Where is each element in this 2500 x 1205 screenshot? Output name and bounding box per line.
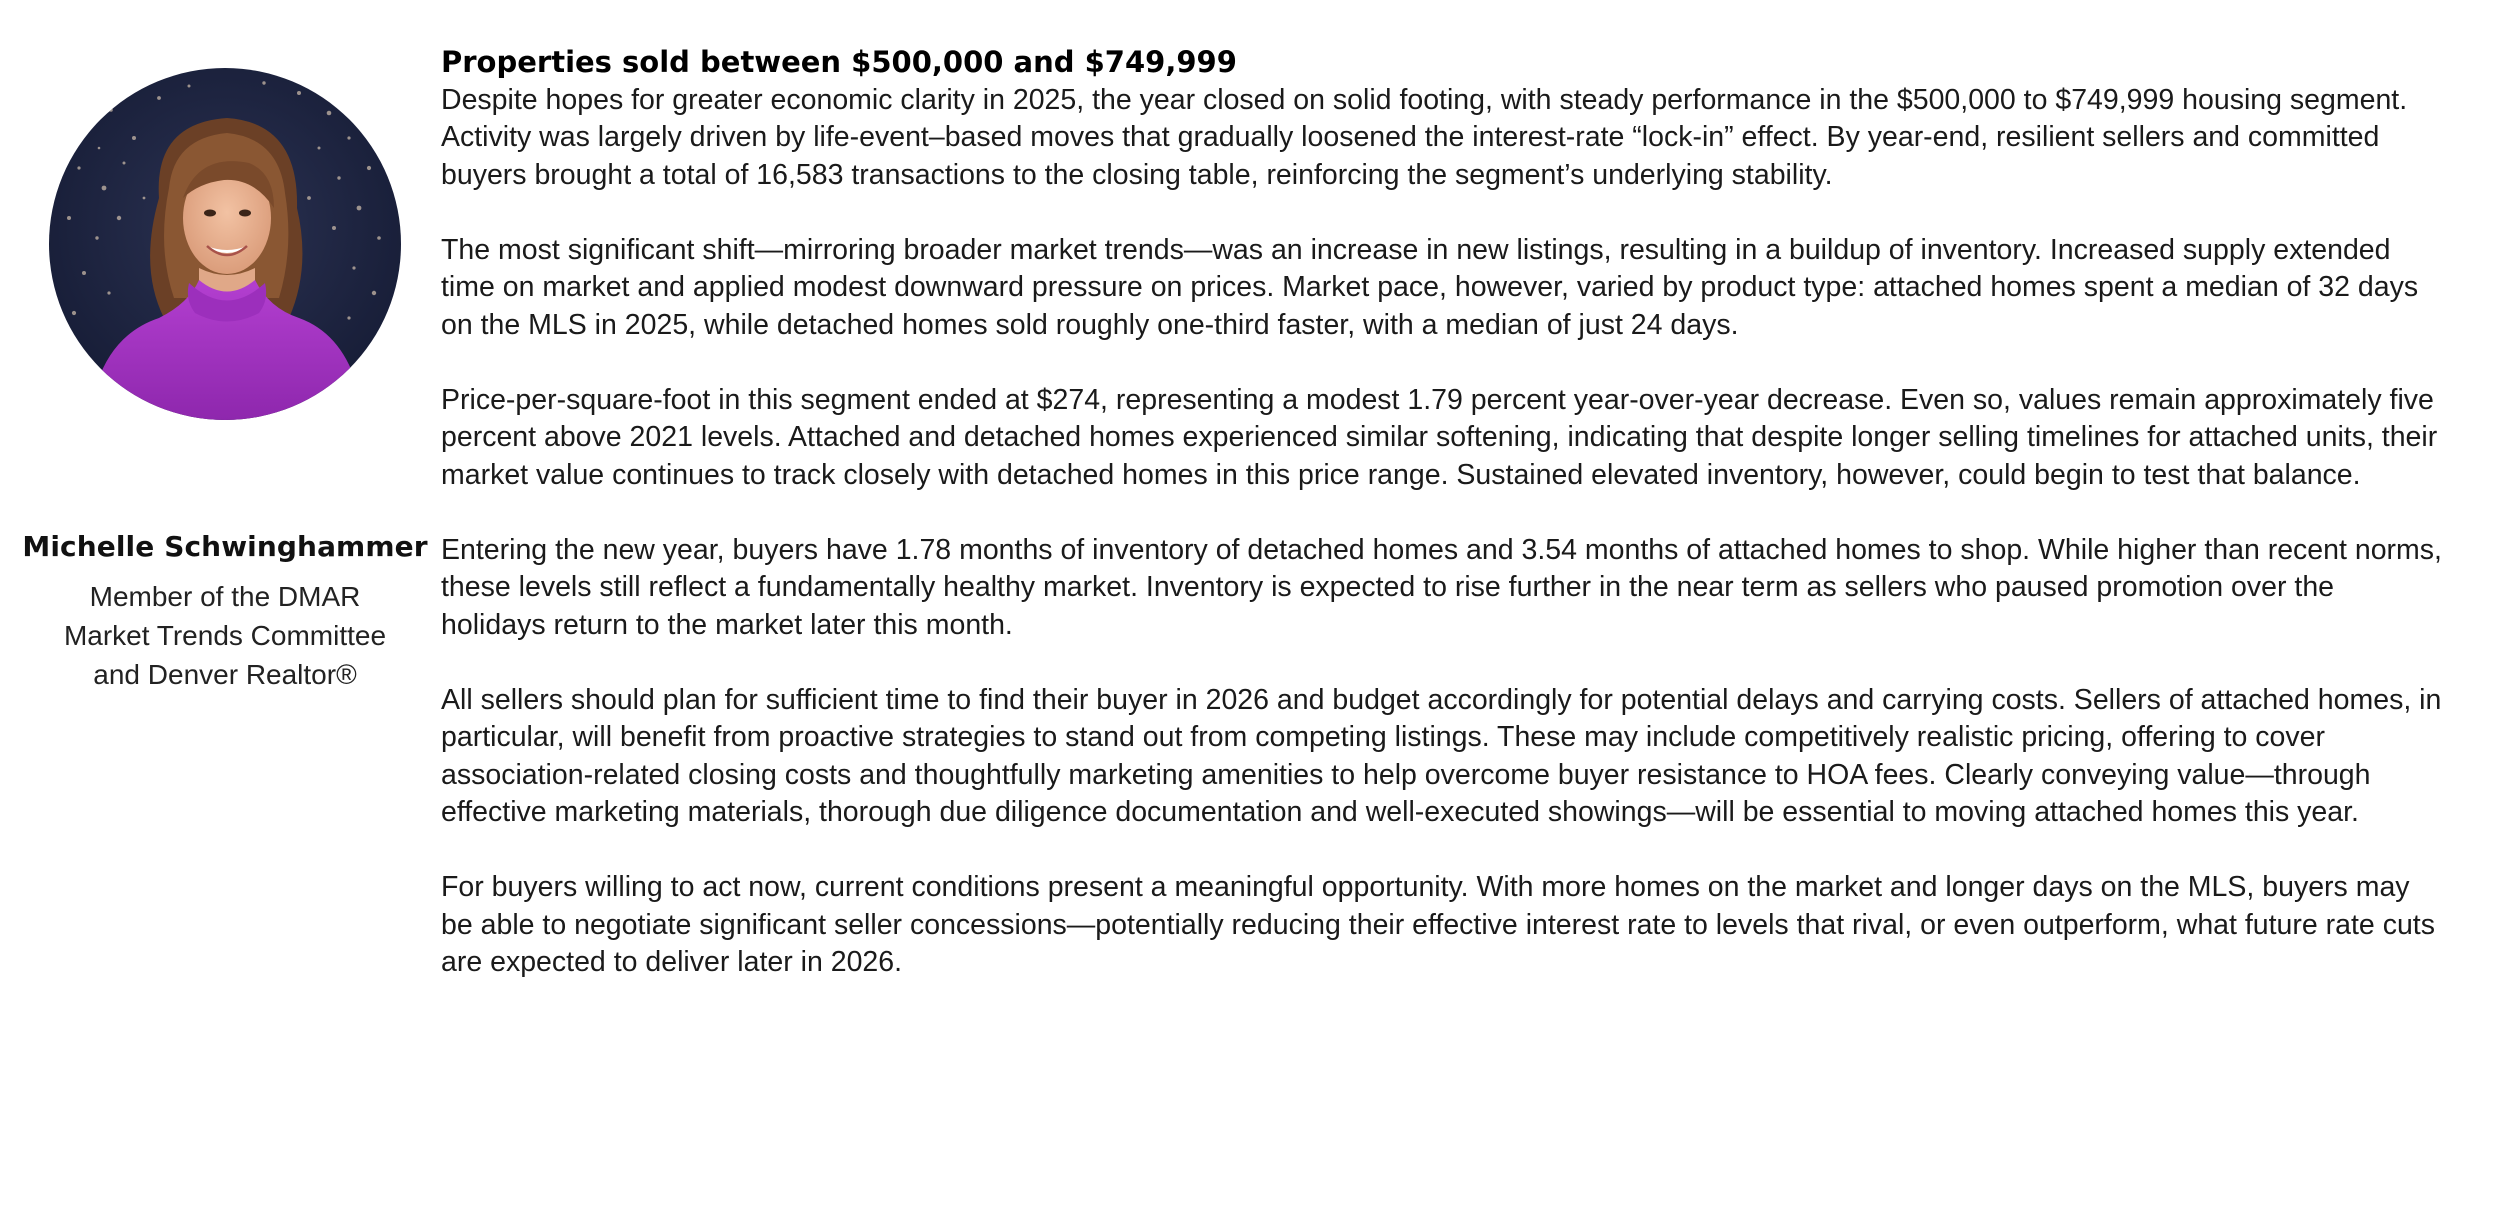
- article-paragraph: The most significant shift—mirroring broader market trends—was an increase in new listings, resulting in a buildup of inventory. Increased supply extended time on market and applied modest downward pressure on prices. Market pace, however, varied by product type: attached homes spent a median of 32 days on the MLS in 2025, while detached homes sold roughly one-third faster, with a median of just 24 days.: [441, 233, 2419, 341]
- author-photo: [49, 68, 401, 420]
- article-paragraph: For buyers willing to act now, current conditions present a meaningful opportunity. With more homes on the market and longer days on the MLS, buyers may be able to negotiate significant seller concessions—potentially reducing their effective interest rate to levels that rival, or even outperform, what future rate cuts are expected to deliver later in 2026.: [441, 871, 2435, 978]
- author-role-line: and Denver Realtor®: [93, 659, 357, 690]
- author-sidebar: [20, 68, 430, 694]
- article-title: Properties sold between $500,000 and $749,999: [441, 45, 1237, 79]
- author-role-line: Market Trends Committee: [63, 620, 387, 651]
- author-role: [20, 577, 430, 694]
- article-paragraph: Entering the new year, buyers have 1.78 months of inventory of detached homes and 3.54 months of attached homes to shop. While higher than recent norms, these levels still reflect a fundamentally healthy market. Inventory is expected to rise further in the near term as sellers who paused promotion over the holidays return to the market later this month.: [441, 533, 2442, 641]
- author-role-line: Member of the DMAR: [89, 581, 361, 612]
- article-body: [441, 44, 2446, 1019]
- author-name: Michelle Schwinghammer: [22, 530, 428, 563]
- article-paragraph: Despite hopes for greater economic clarity in 2025, the year closed on solid footing, with steady performance in the $500,000 to $749,999 housing segment. Activity was largely driven by life-event–based moves that gradually loosened the interest-rate “lock-in” effect. By year-end, resilient sellers and committed buyers brought a total of 16,583 transactions to the closing table, reinforcing the segment’s underlying stability.: [441, 83, 2408, 191]
- portrait-photo-icon: [49, 68, 401, 420]
- article-paragraph: Price-per-square-foot in this segment ended at $274, representing a modest 1.79 percent year-over-year decrease. Even so, values remain approximately five percent above 2021 levels. Attached and detached homes experienced similar softening, indicating that despite longer selling timelines for attached units, their market value continues to track closely with detached homes in this price range. Sustained elevated inventory, however, could begin to test that balance.: [441, 383, 2438, 491]
- article-paragraph: All sellers should plan for sufficient time to find their buyer in 2026 and budget accordingly for potential delays and carrying costs. Sellers of attached homes, in particular, will benefit from proactive strategies to stand out from competing listings. These may include competitively realistic pricing, offering to cover association-related closing costs and thoughtfully marketing amenities to help overcome buyer resistance to HOA fees. Clearly conveying value—through effective marketing materials, thorough due diligence documentation and well-executed showings—will be essential to moving attached homes this year.: [441, 683, 2442, 828]
